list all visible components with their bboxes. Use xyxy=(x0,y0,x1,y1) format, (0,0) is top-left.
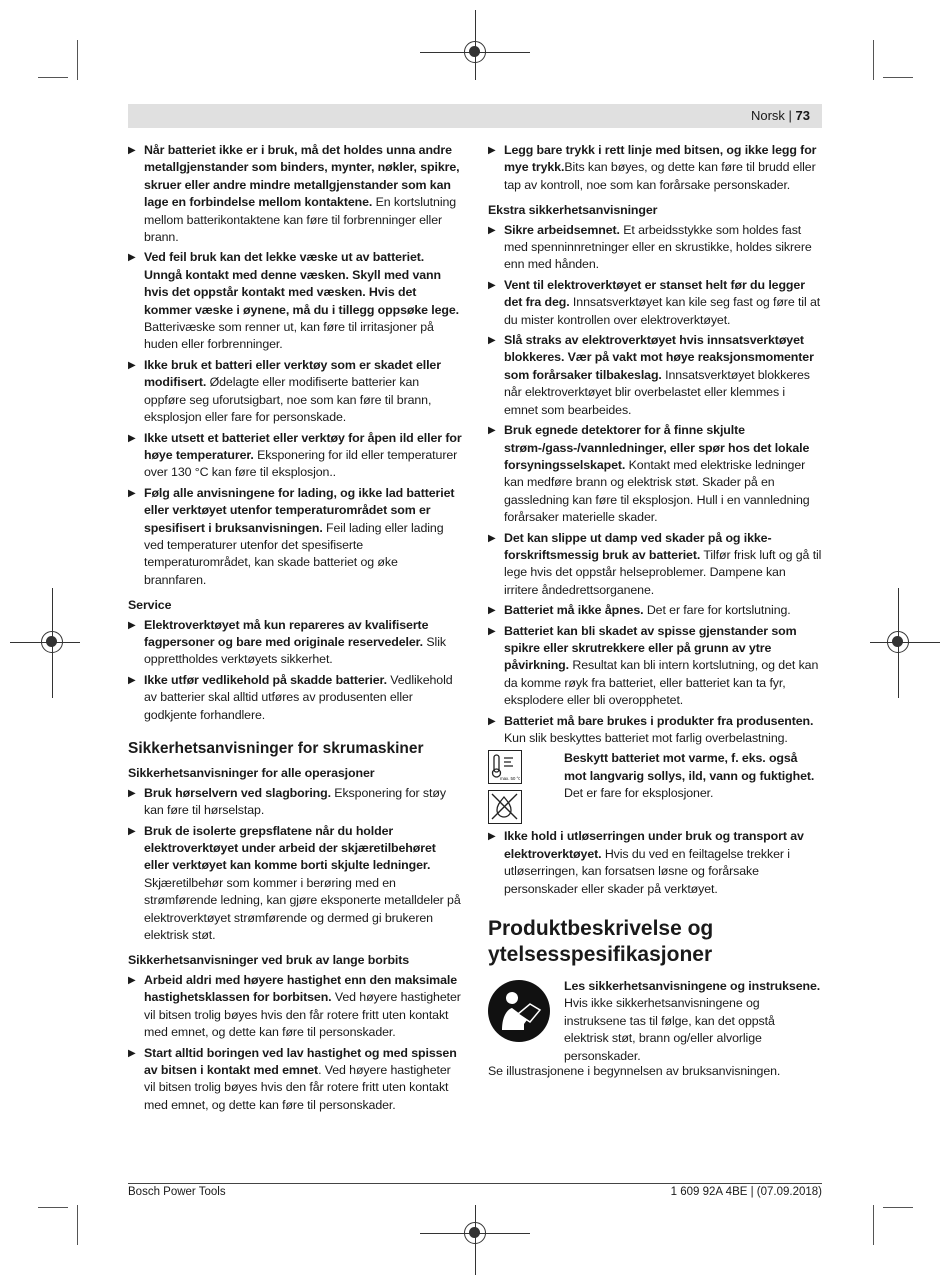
list-item: ▶ Ikke bruk et batteri eller verktøy som er skadet eller modifisert. Ødelagte eller modifiserte batterier kan oppføre seg uforutsigbart, noe som kan føre til brann, eksplosjon eller fare for personskade. xyxy=(128,357,441,425)
crop-mark xyxy=(77,40,78,80)
read-manual-icon xyxy=(488,980,550,1042)
list-item: ▶ Slå straks av elektroverktøyet hvis innsatsverktøyet blokkeres. Vær på vakt mot høye reaksjonsmomenter som forårsaker tilbakeslag. Innsatsverktøyet blokkeres når elektroverktøyet blir overbelastet eller klemmes i emnet som bearbeides. xyxy=(488,333,814,417)
bullet-arrow-icon: ▶ xyxy=(488,145,496,156)
registration-mark-icon xyxy=(464,41,486,63)
bullet-arrow-icon: ▶ xyxy=(128,974,136,986)
crop-mark xyxy=(873,1205,874,1245)
bullet-arrow-icon: ▶ xyxy=(488,605,496,617)
extra-heading: Ekstra sikkerhetsanvisninger xyxy=(488,203,658,218)
crop-mark xyxy=(883,1207,913,1208)
bullet-arrow-icon: ▶ xyxy=(128,252,136,264)
list-item: ▶ Batteriet må bare brukes i produkter fra produsenten. Kun slik beskyttes batteriet mot farlig overbelastning. xyxy=(488,713,814,745)
list-item: ▶ Ikke hold i utløserringen under bruk og transport av elektroverktøyet. Hvis du ved en feiltagelse trekker i utløserringen, kan forsatsen løsne og forårsake personskader eller skader på verktøyet. xyxy=(488,829,804,896)
registration-mark-icon xyxy=(887,631,909,653)
crop-mark xyxy=(38,77,68,78)
service-heading: Service xyxy=(128,598,172,613)
no-water-icon xyxy=(488,790,522,824)
list-item: ▶ Ikke utfør vedlikehold på skadde batterier. Vedlikehold av batterier skal alltid utføres av produsenten eller godkjente forhandlere. xyxy=(128,672,453,722)
page-number: 73 xyxy=(795,108,810,123)
page-header xyxy=(128,104,822,128)
subsection-heading: Sikkerhetsanvisninger for alle operasjoner xyxy=(128,766,375,781)
crop-mark xyxy=(38,1207,68,1208)
illustrations-note: Se illustrasjonene i begynnelsen av bruksanvisningen. xyxy=(488,1064,781,1079)
page-footer xyxy=(128,1183,822,1198)
read-instructions: Les sikkerhetsanvisningene og instruksene. Hvis ikke sikkerhetsanvisningene og instruksene tas til følge, kan det oppstå elektrisk støt, brann og/eller alvorlige personskader. xyxy=(488,978,822,1065)
bullet-arrow-icon: ▶ xyxy=(128,1047,136,1059)
warning-icons xyxy=(488,750,522,830)
list-item: ▶ Når batteriet ikke er i bruk, må det holdes unna andre metallgjenstander som binders, mynter, nøkler, spikre, skruer eller andre mindre metallgjenstander som kan lage en forbindelse mellom kontaktene. En kortslutning mellom batterikontaktene kan føre til forbrenninger eller brann. xyxy=(128,143,460,245)
list-item: ▶ Legg bare trykk i rett linje med bitsen, og ikke legg for mye trykk.Bits kan bøyes, og dette kan føre til brudd eller tap av kontroll, noe som kan forårsake personskader. xyxy=(488,143,817,192)
footer-brand: Bosch Power Tools xyxy=(128,1186,226,1198)
bullet-arrow-icon: ▶ xyxy=(488,279,496,291)
list-item: ▶ Arbeid aldri med høyere hastighet enn den maksimale hastighetsklassen for borbitsen. Ved høyere hastigheter vil bitsen trolig bøyes hvis den får rotere fritt uten kontakt med emnet, og dette kan føre til personskader. xyxy=(128,972,461,1040)
bullet-arrow-icon: ▶ xyxy=(488,224,496,236)
bullet-arrow-icon: ▶ xyxy=(128,619,136,631)
section-heading: Sikkerhetsanvisninger for skrumaskiner xyxy=(128,740,424,757)
bullet-arrow-icon: ▶ xyxy=(128,787,136,799)
list-item: ▶ Elektroverktøyet må kun repareres av kvalifiserte fagpersoner og bare med originale reservedeler. Slik opprettholdes verktøyets sikkerhet. xyxy=(128,617,446,667)
heat-warning: max. 50 °C Beskytt batteriet mot varme, f. eks. også mot langvarig sollys, ild, vann og fuktighet. Det er fare for eksplosjoner. xyxy=(488,750,822,824)
list-item: ▶ Sikre arbeidsemnet. Et arbeidsstykke som holdes fast med spenninnretninger eller en skrustikke, holdes sikrere enn med hånden. xyxy=(488,222,812,272)
crop-mark xyxy=(873,40,874,80)
bullet-arrow-icon: ▶ xyxy=(128,674,136,686)
list-item: ▶ Vent til elektroverktøyet er stanset helt før du legger det fra deg. Innsatsverktøyet kan kile seg fast og føre til at du mister kontrollen over elektroverktøyet. xyxy=(488,277,821,327)
product-heading: Produktbeskrivelse og ytelsesspesifikasjoner xyxy=(488,917,714,967)
bullet-arrow-icon: ▶ xyxy=(488,425,496,437)
list-item: ▶ Bruk egnede detektorer for å finne skjulte strøm-/gass-/vannledninger, eller spør hos det lokale forsyningsselskapet. Kontakt med elektriske ledninger kan medføre brann og elektrisk støt. Skader på en gassledning kan føre til eksplosjon. Hull i en vannledning forårsaker materielle skader. xyxy=(488,423,810,525)
list-item: ▶ Ved feil bruk kan det lekke væske ut av batteriet. Unngå kontakt med denne væsken. Skyll med vann hvis det oppstår kontakt med væsken. Hvis det kommer væske i øynene, må du i tillegg oppsøke lege. Batterivæske som renner ut, kan føre til irritasjoner på huden eller forbrenninger. xyxy=(128,250,459,352)
list-item: ▶ Bruk hørselvern ved slagboring. Eksponering for støy kan føre til hørselstap. xyxy=(128,785,446,818)
list-item: ▶ Batteriet kan bli skadet av spisse gjenstander som spikre eller skrutrekkere eller på grunn av ytre påvirkning. Resultat kan bli intern kortslutning, og det kan da komme røyk fra batteriet, eller batteriet kan ta fyr, eksplodere eller bli overopphetet. xyxy=(488,623,819,708)
list-item: ▶ Start alltid boringen ved lav hastighet og med spissen av bitsen i kontakt med emnet. Ved høyere hastigheter vil bitsen trolig bøyes hvis den får rotere fritt uten kontakt med emnet, og dette kan føre til personskader. xyxy=(128,1045,457,1112)
list-item: ▶ Det kan slippe ut damp ved skader på og ikke-forskriftsmessig bruk av batteriet. Tilfør frisk luft og gå til lege hvis det oppstår helseproblemer. Dampene kan irritere åndedrettsorganene. xyxy=(488,530,822,597)
footer-doc-id: 1 609 92A 4BE | (07.09.2018) xyxy=(670,1186,822,1198)
subsection-heading: Sikkerhetsanvisninger ved bruk av lange borbits xyxy=(128,953,410,968)
left-column xyxy=(128,142,462,1117)
list-item: ▶ Batteriet må ikke åpnes. Det er fare for kortslutning. xyxy=(488,602,822,619)
registration-mark-icon xyxy=(464,1222,486,1244)
bullet-arrow-icon: ▶ xyxy=(488,625,496,637)
crop-mark xyxy=(883,77,913,78)
registration-mark-icon xyxy=(41,631,63,653)
right-column xyxy=(488,142,822,1080)
bullet-arrow-icon: ▶ xyxy=(488,715,496,727)
crop-mark xyxy=(77,1205,78,1245)
header-label: Norsk | 73 xyxy=(750,108,810,123)
thermometer-icon xyxy=(488,750,522,784)
list-item: ▶ Ikke utsett et batteriet eller verktøy for åpen ild eller for høye temperaturer. Eksponering for ild eller temperaturer over 130 °C kan føre til eksplosjon.. xyxy=(128,430,462,480)
bullet-arrow-icon: ▶ xyxy=(488,335,496,347)
bullet-arrow-icon: ▶ xyxy=(128,359,136,371)
list-item: ▶ Bruk de isolerte grepsflatene når du holder elektroverktøyet under arbeid der skjæretilbehøret eller verktøyet kan komme borti skjulte ledninger. Skjæretilbehør som kommer i berøring med en strømførende ledning, kan gjøre eksponerte metalldeler på elektroverktøyet strømførende og dermed gi brukeren elektrisk støt. xyxy=(128,823,461,943)
bullet-arrow-icon: ▶ xyxy=(128,432,136,444)
icon-label: max. 50 °C xyxy=(500,776,520,782)
bullet-arrow-icon: ▶ xyxy=(128,145,136,156)
bullet-arrow-icon: ▶ xyxy=(488,532,496,544)
header-language: Norsk xyxy=(750,108,785,123)
bullet-arrow-icon: ▶ xyxy=(128,487,136,499)
bullet-arrow-icon: ▶ xyxy=(128,825,136,837)
list-item: ▶ Følg alle anvisningene for lading, og ikke lad batteriet eller verktøyet utenfor temperaturområdet som er spesifisert i bruksanvisningen. Feil lading eller lading ved temperaturer utenfor det spesifiserte temperaturområdet, kan skade batteriet og øke brannfaren. xyxy=(128,485,455,587)
bullet-arrow-icon: ▶ xyxy=(488,831,496,843)
